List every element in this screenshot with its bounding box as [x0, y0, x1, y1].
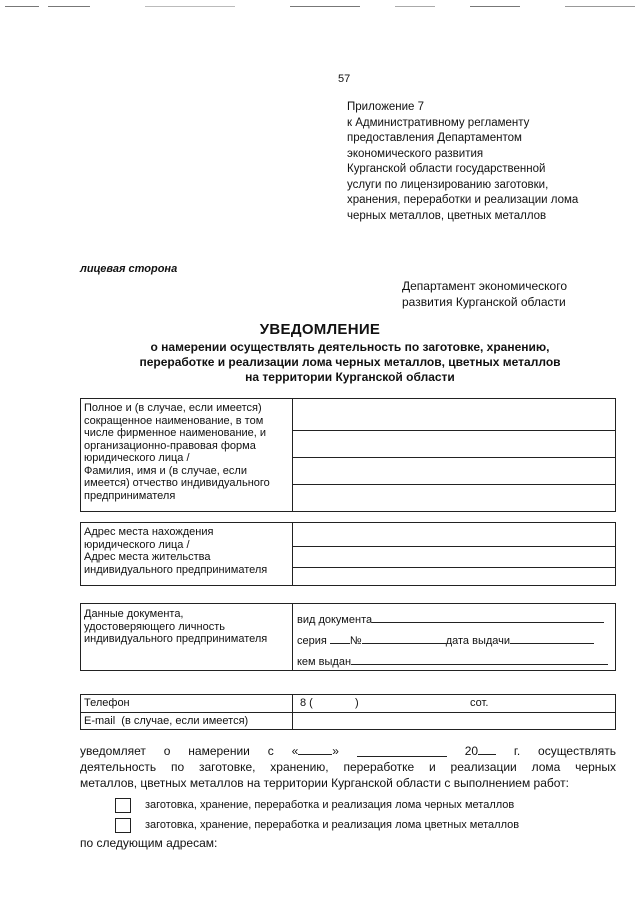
addresses-heading: по следующим адресам:	[80, 836, 218, 850]
appendix-line: услуги по лицензированию заготовки,	[347, 178, 549, 191]
subtitle-line: на территории Курганской области	[245, 370, 455, 384]
appendix-line: к Административному регламенту	[347, 116, 530, 129]
series-number-date-field[interactable]	[297, 632, 594, 647]
addressee	[402, 278, 567, 310]
phone-prefix: 8 (	[300, 697, 313, 709]
year-prefix: 20	[464, 744, 479, 758]
appendix-line: предоставления Департаментом	[347, 132, 522, 144]
phone-paren-close: )	[355, 697, 359, 709]
label-line: Данные документа,	[84, 608, 184, 620]
doc-type-label: вид документа	[297, 614, 373, 626]
label-line: организационно-правовая форма	[84, 439, 256, 452]
page-number: 57	[338, 73, 351, 85]
series-blank[interactable]	[330, 632, 350, 644]
scan-artifact	[470, 6, 520, 7]
answer-line[interactable]	[293, 546, 616, 547]
label-line: Адрес места жительства	[84, 551, 211, 563]
subtitle-line: о намерении осуществлять деятельность по заготовке, хранению,	[150, 340, 550, 354]
label-line: индивидуального предпринимателя	[84, 563, 268, 576]
quote-open: «	[291, 744, 299, 758]
scan-artifact	[145, 6, 235, 7]
appendix-line: Приложение 7	[347, 101, 425, 113]
label-line: юридического лица /	[84, 452, 190, 464]
document-title: УВЕДОМЛЕНИЕ	[259, 321, 381, 338]
appendix-line: экономического развития	[347, 147, 484, 160]
notice-paragraph	[80, 743, 616, 791]
series-label: серия	[297, 635, 327, 647]
address-label	[84, 526, 267, 576]
label-line: Фамилия, имя и (в случае, если	[84, 464, 247, 477]
scan-artifact	[48, 6, 90, 7]
non-ferrous-metals-label: заготовка, хранение, переработка и реализация лома цветных металлов	[145, 819, 520, 831]
issue-date-blank[interactable]	[510, 632, 594, 644]
notice-word: г.	[513, 744, 521, 758]
issue-date-label: дата выдачи	[445, 635, 511, 647]
number-blank[interactable]	[362, 632, 446, 644]
appendix-header	[347, 100, 578, 224]
label-line: Адрес места нахождения	[84, 526, 214, 538]
answer-line[interactable]	[293, 457, 616, 458]
label-line: числе фирменное наименование, и	[84, 427, 267, 439]
issued-by-label: кем выдан	[297, 656, 352, 668]
appendix-line: хранения, переработки и реализации лома	[347, 194, 579, 206]
email-label: E-mail (в случае, если имеется)	[84, 715, 249, 727]
label-line: сокращенное наименование, в том	[84, 414, 264, 427]
ferrous-metals-checkbox[interactable]	[115, 798, 131, 813]
subtitle-line: переработке и реализации лома черных металлов, цветных металлов	[139, 355, 561, 369]
answer-line[interactable]	[293, 567, 616, 568]
addressee-line: Департамент экономического	[402, 279, 568, 293]
document-subtitle	[90, 340, 610, 385]
doc-type-field[interactable]	[297, 611, 604, 626]
phone-suffix: сот.	[470, 697, 489, 709]
appendix-line: черных металлов, цветных металлов	[347, 209, 547, 222]
doc-type-blank[interactable]	[372, 611, 604, 623]
id-document-label	[84, 608, 267, 646]
front-side-label: лицевая сторона	[80, 263, 178, 275]
quote-close: »	[332, 744, 339, 758]
phone-label: Телефон	[84, 697, 130, 709]
table-divider	[292, 522, 293, 586]
notice-word: о	[163, 744, 171, 758]
month-blank[interactable]	[357, 745, 447, 757]
notice-word: с	[267, 744, 274, 758]
scan-artifact	[290, 6, 360, 7]
table-divider	[292, 398, 293, 512]
addressee-line: развития Курганской области	[402, 295, 566, 309]
year-group[interactable]	[465, 743, 496, 759]
table-divider	[292, 603, 293, 671]
label-line: имеется) отчество индивидуального	[84, 477, 270, 489]
non-ferrous-metals-checkbox[interactable]	[115, 818, 131, 833]
notice-word: намерении	[188, 744, 250, 758]
label-line: индивидуального предпринимателя	[84, 633, 268, 645]
notice-word: осуществлять	[538, 744, 616, 758]
scan-artifact	[395, 6, 435, 7]
issued-by-field[interactable]	[297, 653, 608, 668]
year-blank[interactable]	[478, 743, 496, 755]
appendix-line: Курганской области государственной	[347, 163, 546, 175]
notice-line: деятельность по заготовке, хранению, переработке и реализации лома черных	[80, 760, 616, 774]
issued-by-blank[interactable]	[351, 653, 608, 665]
row-divider	[80, 712, 616, 713]
label-line: предпринимателя	[84, 489, 176, 502]
day-blank-group[interactable]	[292, 743, 339, 759]
number-label: №	[349, 635, 362, 647]
ferrous-metals-label: заготовка, хранение, переработка и реализация лома черных металлов	[145, 799, 515, 811]
notice-word: уведомляет	[80, 744, 146, 758]
day-blank[interactable]	[298, 743, 332, 755]
name-label	[84, 402, 270, 502]
answer-line[interactable]	[293, 430, 616, 431]
notice-line	[80, 743, 616, 759]
label-line: Полное и (в случае, если имеется)	[84, 402, 262, 414]
scan-artifact	[565, 6, 635, 7]
scan-artifact	[5, 6, 39, 7]
label-line: удостоверяющего личность	[84, 620, 225, 633]
notice-line: металлов, цветных металлов на территории Курганской области с выполнением работ:	[80, 776, 569, 790]
answer-line[interactable]	[293, 484, 616, 485]
label-line: юридического лица /	[84, 538, 190, 551]
